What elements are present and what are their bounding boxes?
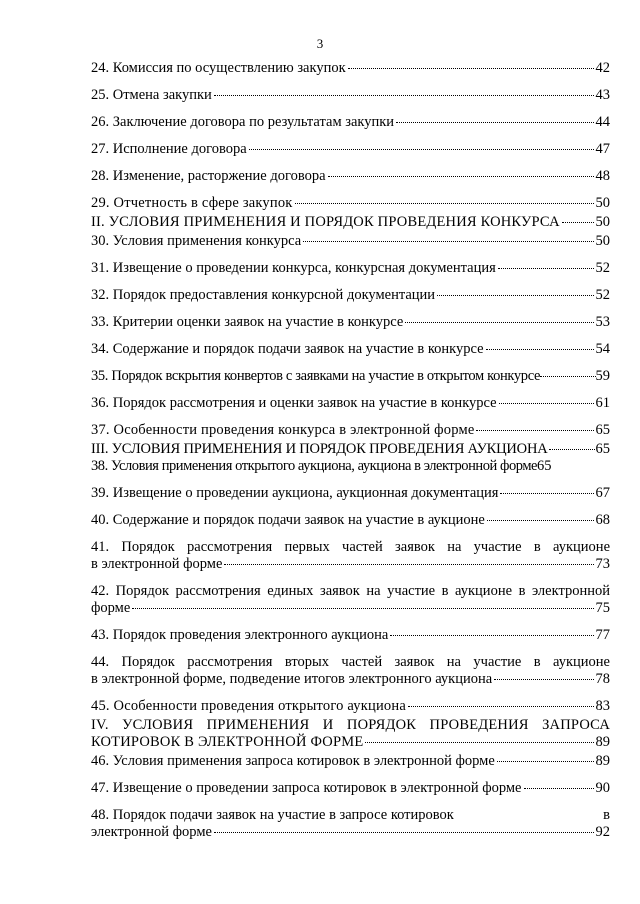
page-number: 3: [316, 36, 324, 51]
toc-entry-title: 25. Отмена закупки: [91, 87, 212, 103]
toc-page-number: 90: [595, 780, 610, 796]
toc-entry-title: 34. Содержание и порядок подачи заявок на участие в конкурсе: [91, 341, 484, 357]
toc-entry-41[interactable]: [91, 539, 610, 573]
toc-leader: [249, 149, 594, 150]
toc-page-number: 52: [595, 260, 610, 276]
toc-entry-38[interactable]: [91, 458, 610, 475]
toc-entry-title-line-1: 41. Порядок рассмотрения первых частей заявок на участие в аукционе: [91, 539, 610, 555]
toc-entry-title: 45. Особенности проведения открытого аукциона: [91, 698, 406, 714]
toc-leader: [549, 449, 595, 450]
toc-entry-43[interactable]: [91, 627, 610, 644]
toc-entry-37[interactable]: [91, 422, 610, 439]
toc-leader: [494, 679, 593, 680]
toc-section-title-line-1: IV. УСЛОВИЯ ПРИМЕНЕНИЯ И ПОРЯДОК ПРОВЕДЕНИЯ ЗАПРОСА: [91, 717, 610, 733]
toc-entry-title: 37. Особенности проведения конкурса в электронной форме: [91, 422, 475, 438]
toc-entry-36[interactable]: [91, 395, 610, 412]
toc-entry-47[interactable]: [91, 780, 610, 797]
toc-entry-32[interactable]: [91, 287, 610, 304]
toc-entry-title: 47. Извещение о проведении запроса котировок в электронной форме: [91, 780, 522, 796]
toc-entry-33[interactable]: [91, 314, 610, 331]
toc-entry-title-line-1: 42. Порядок рассмотрения единых заявок на участие в аукционе в электронной: [91, 583, 610, 599]
toc-leader: [405, 322, 593, 323]
toc-entry-29[interactable]: [91, 195, 610, 212]
toc-leader: [562, 222, 594, 223]
toc-section-title-line-2: КОТИРОВОК В ЭЛЕКТРОННОЙ ФОРМЕ: [91, 734, 364, 750]
toc-leader: [497, 761, 594, 762]
toc-leader: [132, 608, 593, 609]
toc-page-number: 78: [595, 671, 610, 687]
toc-entry-30[interactable]: [91, 233, 610, 250]
toc-leader: [500, 493, 593, 494]
table-of-contents: [91, 60, 610, 851]
toc-leader: [540, 376, 595, 377]
toc-page-number: 77: [595, 627, 610, 643]
toc-leader: [328, 176, 594, 177]
toc-entry-title-line-1: 44. Порядок рассмотрения вторых частей заявок на участие в аукционе: [91, 654, 610, 670]
toc-leader: [437, 295, 593, 296]
toc-entry-25[interactable]: [91, 87, 610, 104]
toc-entry-title-line-2: в электронной форме, подведение итогов электронного аукциона: [91, 671, 493, 687]
toc-entry-title: 27. Исполнение договора: [91, 141, 247, 157]
toc-entry-26[interactable]: [91, 114, 610, 131]
toc-section-title: III. УСЛОВИЯ ПРИМЕНЕНИЯ И ПОРЯДОК ПРОВЕДЕНИЯ АУКЦИОНА: [91, 441, 548, 457]
toc-entry-title: 24. Комиссия по осуществлению закупок: [91, 60, 346, 76]
toc-page-number: 65: [537, 458, 552, 474]
toc-entry-title: 32. Порядок предоставления конкурсной документации: [91, 287, 436, 303]
toc-page-number: 50: [595, 233, 610, 249]
toc-page-number: 53: [595, 314, 610, 330]
toc-entry-27[interactable]: [91, 141, 610, 158]
toc-entry-title: 36. Порядок рассмотрения и оценки заявок на участие в конкурсе: [91, 395, 497, 411]
toc-leader: [476, 430, 593, 431]
toc-leader: [486, 349, 594, 350]
toc-section-ii[interactable]: [91, 214, 610, 231]
toc-page-number: 54: [595, 341, 610, 357]
toc-leader: [408, 706, 594, 707]
toc-leader: [524, 788, 594, 789]
toc-entry-39[interactable]: [91, 485, 610, 502]
toc-page-number: 73: [595, 556, 610, 572]
toc-page-number: 83: [595, 698, 610, 714]
toc-entry-24[interactable]: [91, 60, 610, 77]
toc-page-number: 59: [595, 368, 610, 384]
toc-entry-31[interactable]: [91, 260, 610, 277]
toc-entry-title: 38. Условия применения открытого аукциона, аукциона в электронной форме: [91, 458, 538, 474]
toc-entry-title: 43. Порядок проведения электронного аукциона: [91, 627, 389, 643]
toc-entry-title-line-2: форме: [91, 600, 131, 616]
toc-entry-35[interactable]: [91, 368, 610, 385]
toc-entry-42[interactable]: [91, 583, 610, 617]
toc-page-number: 50: [595, 214, 610, 230]
toc-page-number: 42: [595, 60, 610, 76]
toc-entry-title: 33. Критерии оценки заявок на участие в конкурсе: [91, 314, 404, 330]
toc-entry-title: 31. Извещение о проведении конкурса, конкурсная документация: [91, 260, 496, 276]
toc-page-number: 65: [595, 441, 610, 457]
toc-page-number: 75: [595, 600, 610, 616]
toc-page-number: 89: [595, 753, 610, 769]
toc-section-iv[interactable]: [91, 717, 610, 751]
toc-leader: [365, 742, 593, 743]
toc-leader: [498, 268, 594, 269]
toc-entry-44[interactable]: [91, 654, 610, 688]
toc-entry-title: 28. Изменение, расторжение договора: [91, 168, 326, 184]
toc-leader: [303, 241, 593, 242]
toc-entry-title-line-2: в электронной форме: [91, 556, 223, 572]
toc-leader: [295, 203, 594, 204]
toc-page-number: 52: [595, 287, 610, 303]
toc-leader: [224, 564, 593, 565]
toc-page-number: 67: [595, 485, 610, 501]
toc-page-number: 92: [595, 824, 610, 840]
toc-entry-title: 29. Отчетность в сфере закупок: [91, 195, 293, 211]
toc-section-iii[interactable]: [91, 441, 610, 458]
toc-entry-title: 40. Содержание и порядок подачи заявок на участие в аукционе: [91, 512, 485, 528]
toc-entry-46[interactable]: [91, 753, 610, 770]
toc-leader: [348, 68, 594, 69]
toc-page-number: 48: [595, 168, 610, 184]
toc-page-number: 43: [595, 87, 610, 103]
toc-entry-40[interactable]: [91, 512, 610, 529]
toc-entry-title: 39. Извещение о проведении аукциона, аукционная документация: [91, 485, 499, 501]
toc-page-number: 68: [595, 512, 610, 528]
toc-leader: [214, 95, 594, 96]
toc-entry-34[interactable]: [91, 341, 610, 358]
toc-entry-title: 26. Заключение договора по результатам закупки: [91, 114, 395, 130]
toc-entry-title-line-2: электронной форме: [91, 824, 212, 840]
toc-entry-48[interactable]: [91, 807, 610, 841]
toc-page-number: 65: [595, 422, 610, 438]
toc-page-number: 50: [595, 195, 610, 211]
toc-entry-title: 46. Условия применения запроса котировок в электронной форме: [91, 753, 495, 769]
toc-leader: [487, 520, 594, 521]
toc-page-number: 47: [595, 141, 610, 157]
toc-entry-title-line-1-end: в: [603, 807, 610, 823]
toc-leader: [214, 832, 594, 833]
toc-page-number: 89: [595, 734, 610, 750]
toc-entry-title: 30. Условия применения конкурса: [91, 233, 302, 249]
toc-entry-45[interactable]: [91, 698, 610, 715]
toc-entry-28[interactable]: [91, 168, 610, 185]
toc-leader: [396, 122, 593, 123]
toc-entry-title: 35. Порядок вскрытия конвертов с заявками на участие в открытом конкурсе: [91, 368, 541, 384]
toc-page-number: 44: [595, 114, 610, 130]
toc-leader: [499, 403, 594, 404]
toc-leader: [390, 635, 593, 636]
toc-page-number: 61: [595, 395, 610, 411]
toc-entry-title-line-1: 48. Порядок подачи заявок на участие в запросе котировок: [91, 807, 454, 823]
toc-section-title: II. УСЛОВИЯ ПРИМЕНЕНИЯ И ПОРЯДОК ПРОВЕДЕНИЯ КОНКУРСА: [91, 214, 560, 230]
